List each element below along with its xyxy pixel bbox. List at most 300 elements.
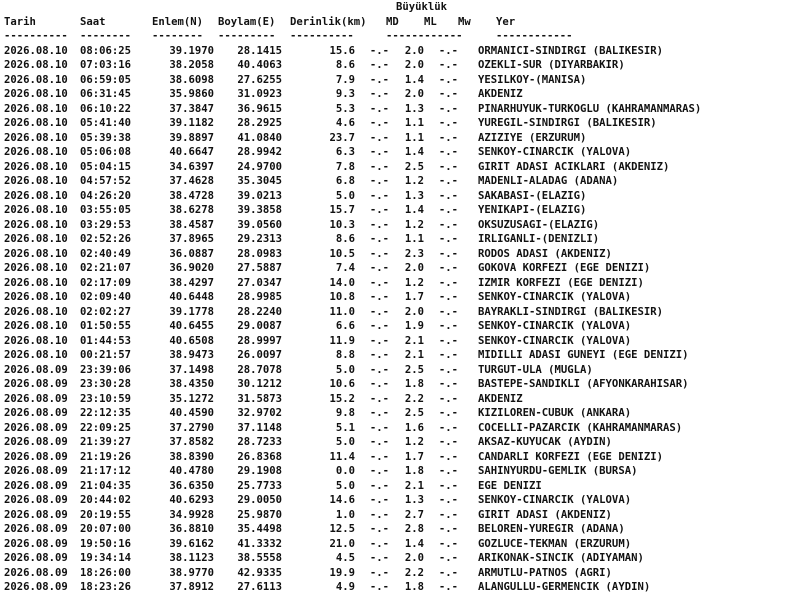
cell-longitude: 28.7233: [237, 436, 282, 448]
cell-depth: 10.8: [329, 291, 355, 303]
cell-depth: 4.6: [335, 117, 355, 129]
cell-date: 2026.08.10: [4, 146, 68, 158]
cell-md: -.-: [369, 102, 389, 115]
cell-mw: -.-: [438, 160, 458, 173]
cell-latitude: 38.4350: [169, 378, 214, 390]
cell-date: 2026.08.09: [4, 479, 68, 492]
cell-time: 02:52:26: [80, 233, 132, 245]
cell-place: SENKOY-CINARCIK (YALOVA): [478, 291, 632, 303]
column-header-date: Tarih: [4, 15, 36, 28]
cell-mw: -.-: [438, 581, 458, 593]
cell-md: -.-: [369, 73, 389, 86]
cell-time: 08:06:25: [80, 44, 132, 57]
cell-time: 19:50:16: [80, 537, 132, 550]
header-rule-latitude: --------: [152, 30, 204, 42]
cell-depth: 5.0: [335, 479, 355, 492]
cell-place: COCELLI-PAZARCIK (KAHRAMANMARAS): [478, 421, 683, 434]
cell-date: 2026.08.09: [4, 407, 68, 419]
cell-mw: -.-: [438, 450, 458, 463]
cell-place: IRLIGANLI-(DENIZLI): [478, 233, 600, 245]
earthquake-row: [4, 421, 800, 436]
cell-md: -.-: [369, 392, 389, 405]
earthquake-row: [4, 522, 800, 537]
cell-time: 01:44:53: [80, 334, 132, 347]
cell-date: 2026.08.09: [4, 494, 68, 506]
cell-depth: 8.8: [335, 349, 355, 361]
cell-longitude: 29.2313: [237, 233, 282, 245]
cell-mw: -.-: [438, 218, 458, 231]
cell-ml: 1.3: [404, 102, 424, 115]
cell-mw: -.-: [438, 88, 458, 100]
cell-date: 2026.08.10: [4, 291, 68, 303]
cell-mw: -.-: [438, 146, 458, 158]
cell-place: AKSAZ-KUYUCAK (AYDIN): [478, 436, 612, 448]
cell-latitude: 38.6278: [169, 204, 214, 216]
cell-longitude: 28.2240: [237, 305, 282, 318]
cell-mw: -.-: [438, 494, 458, 506]
cell-md: -.-: [369, 552, 389, 564]
cell-place: BAYRAKLI-SINDIRGI (BALIKESIR): [478, 305, 663, 318]
cell-ml: 2.5: [404, 407, 424, 419]
cell-depth: 7.8: [335, 160, 355, 173]
cell-latitude: 39.1182: [169, 117, 214, 129]
earthquake-row: [4, 319, 800, 334]
cell-mw: -.-: [438, 305, 458, 318]
earthquake-rows: [4, 44, 800, 595]
cell-time: 02:02:27: [80, 305, 132, 318]
earthquake-row: [4, 160, 800, 175]
cell-md: -.-: [369, 450, 389, 463]
cell-depth: 23.7: [329, 131, 355, 144]
cell-md: -.-: [369, 44, 389, 57]
cell-latitude: 37.8912: [169, 581, 214, 593]
cell-latitude: 35.1272: [169, 392, 214, 405]
cell-date: 2026.08.10: [4, 160, 68, 173]
earthquake-row: [4, 145, 800, 160]
cell-place: YENIKAPI-(ELAZIG): [478, 204, 587, 216]
cell-mw: -.-: [438, 566, 458, 579]
cell-latitude: 38.2058: [169, 59, 214, 71]
earthquake-row: [4, 276, 800, 291]
cell-date: 2026.08.10: [4, 102, 68, 115]
cell-time: 23:10:59: [80, 392, 132, 405]
cell-place: ORMANICI-SINDIRGI (BALIKESIR): [478, 44, 663, 57]
cell-place: ARMUTLU-PATNOS (AGRI): [478, 566, 612, 579]
cell-ml: 1.1: [404, 131, 424, 144]
cell-time: 20:07:00: [80, 523, 132, 535]
cell-ml: 1.7: [404, 450, 424, 463]
cell-place: AKDENIZ: [478, 392, 523, 405]
cell-longitude: 32.9702: [237, 407, 282, 419]
cell-place: SAHINYURDU-GEMLIK (BURSA): [478, 465, 638, 477]
cell-time: 05:06:08: [80, 146, 132, 158]
cell-ml: 1.2: [404, 175, 424, 187]
cell-ml: 2.0: [404, 262, 424, 274]
cell-ml: 1.3: [404, 494, 424, 506]
cell-mw: -.-: [438, 363, 458, 376]
earthquake-row: [4, 73, 800, 88]
cell-md: -.-: [369, 349, 389, 361]
cell-md: -.-: [369, 233, 389, 245]
cell-md: -.-: [369, 146, 389, 158]
cell-time: 01:50:55: [80, 320, 132, 332]
cell-mw: -.-: [438, 537, 458, 550]
header-rule-depth: ----------: [290, 30, 354, 42]
cell-longitude: 28.7078: [237, 363, 282, 376]
cell-latitude: 39.1970: [169, 44, 214, 57]
cell-ml: 2.8: [404, 523, 424, 535]
cell-md: -.-: [369, 204, 389, 216]
cell-longitude: 42.9335: [237, 566, 282, 579]
cell-mw: -.-: [438, 392, 458, 405]
cell-date: 2026.08.10: [4, 334, 68, 347]
cell-longitude: 28.9942: [237, 146, 282, 158]
cell-depth: 7.9: [335, 73, 355, 86]
header-rule-magnitude: ------------: [386, 30, 463, 42]
cell-time: 18:26:00: [80, 566, 132, 579]
earthquake-row: [4, 392, 800, 407]
cell-time: 04:26:20: [80, 189, 132, 202]
earthquake-row: [4, 464, 800, 479]
cell-depth: 5.0: [335, 363, 355, 376]
column-header-latitude: Enlem(N): [152, 15, 204, 28]
cell-time: 03:55:05: [80, 204, 132, 216]
cell-place: OZEKLI-SUR (DIYARBAKIR): [478, 59, 625, 71]
cell-place: SENKOY-CINARCIK (YALOVA): [478, 494, 632, 506]
cell-latitude: 38.1123: [169, 552, 214, 564]
cell-mw: -.-: [438, 479, 458, 492]
cell-time: 20:44:02: [80, 494, 132, 506]
cell-ml: 1.1: [404, 117, 424, 129]
cell-md: -.-: [369, 131, 389, 144]
cell-date: 2026.08.10: [4, 175, 68, 187]
cell-mw: -.-: [438, 175, 458, 187]
cell-ml: 1.6: [404, 421, 424, 434]
cell-time: 04:57:52: [80, 175, 132, 187]
cell-place: IZMIR KORFEZI (EGE DENIZI): [478, 276, 644, 289]
earthquake-row: [4, 435, 800, 450]
cell-date: 2026.08.10: [4, 88, 68, 100]
cell-latitude: 40.6647: [169, 146, 214, 158]
cell-time: 05:39:38: [80, 131, 132, 144]
cell-time: 20:19:55: [80, 508, 132, 521]
cell-md: -.-: [369, 436, 389, 448]
cell-latitude: 37.3847: [169, 102, 214, 115]
cell-place: ARIKONAK-SINCIK (ADIYAMAN): [478, 552, 644, 564]
cell-date: 2026.08.09: [4, 523, 68, 535]
cell-latitude: 39.6162: [169, 537, 214, 550]
cell-place: AKDENIZ: [478, 88, 523, 100]
cell-longitude: 35.4498: [237, 523, 282, 535]
cell-longitude: 27.5887: [237, 262, 282, 274]
cell-mw: -.-: [438, 552, 458, 564]
cell-time: 02:21:07: [80, 262, 132, 274]
cell-mw: -.-: [438, 291, 458, 303]
cell-latitude: 38.6098: [169, 73, 214, 86]
column-header-place: Yer: [496, 15, 516, 28]
cell-longitude: 27.0347: [237, 276, 282, 289]
earthquake-row: [4, 377, 800, 392]
cell-longitude: 37.1148: [237, 421, 282, 434]
cell-latitude: 39.1778: [169, 305, 214, 318]
cell-depth: 15.7: [329, 204, 355, 216]
cell-md: -.-: [369, 378, 389, 390]
cell-longitude: 26.8368: [237, 450, 282, 463]
earthquake-row: [4, 406, 800, 421]
cell-md: -.-: [369, 262, 389, 274]
cell-date: 2026.08.10: [4, 131, 68, 144]
cell-longitude: 40.4063: [237, 59, 282, 71]
cell-depth: 11.4: [329, 450, 355, 463]
cell-depth: 9.8: [335, 407, 355, 419]
cell-date: 2026.08.10: [4, 349, 68, 361]
cell-longitude: 28.9997: [237, 334, 282, 347]
cell-longitude: 29.0087: [237, 320, 282, 332]
cell-longitude: 25.9870: [237, 508, 282, 521]
cell-latitude: 40.6293: [169, 494, 214, 506]
cell-longitude: 24.9700: [237, 160, 282, 173]
cell-depth: 10.3: [329, 218, 355, 231]
cell-date: 2026.08.10: [4, 59, 68, 71]
cell-latitude: 38.8390: [169, 450, 214, 463]
cell-date: 2026.08.10: [4, 262, 68, 274]
earthquake-row: [4, 247, 800, 262]
cell-date: 2026.08.10: [4, 73, 68, 86]
cell-time: 21:04:35: [80, 479, 132, 492]
cell-place: CANDARLI KORFEZI (EGE DENIZI): [478, 450, 663, 463]
cell-depth: 6.3: [335, 146, 355, 158]
cell-depth: 5.0: [335, 436, 355, 448]
cell-latitude: 36.9020: [169, 262, 214, 274]
cell-time: 06:31:45: [80, 88, 132, 100]
earthquake-row: [4, 479, 800, 494]
cell-date: 2026.08.09: [4, 450, 68, 463]
column-header-time: Saat: [80, 15, 106, 28]
cell-place: RODOS ADASI (AKDENIZ): [478, 247, 612, 260]
cell-time: 21:17:12: [80, 465, 132, 477]
cell-date: 2026.08.09: [4, 378, 68, 390]
cell-md: -.-: [369, 189, 389, 202]
cell-place: SENKOY-CINARCIK (YALOVA): [478, 320, 632, 332]
cell-latitude: 40.4780: [169, 465, 214, 477]
cell-md: -.-: [369, 320, 389, 332]
header-rule-time: --------: [80, 30, 132, 42]
cell-depth: 11.0: [329, 305, 355, 318]
earthquake-row: [4, 131, 800, 146]
earthquake-row: [4, 189, 800, 204]
cell-date: 2026.08.09: [4, 392, 68, 405]
cell-md: -.-: [369, 334, 389, 347]
cell-time: 18:23:26: [80, 581, 132, 593]
cell-longitude: 41.3332: [237, 537, 282, 550]
cell-longitude: 35.3045: [237, 175, 282, 187]
cell-depth: 10.6: [329, 378, 355, 390]
cell-ml: 2.0: [404, 305, 424, 318]
cell-latitude: 37.8965: [169, 233, 214, 245]
earthquake-row: [4, 232, 800, 247]
cell-depth: 6.8: [335, 175, 355, 187]
cell-time: 02:09:40: [80, 291, 132, 303]
cell-depth: 4.9: [335, 581, 355, 593]
cell-ml: 2.0: [404, 44, 424, 57]
cell-depth: 6.6: [335, 320, 355, 332]
column-header-row: [4, 15, 800, 30]
cell-latitude: 37.4628: [169, 175, 214, 187]
cell-time: 02:40:49: [80, 247, 132, 260]
cell-longitude: 30.1212: [237, 378, 282, 390]
cell-mw: -.-: [438, 465, 458, 477]
cell-time: 03:29:53: [80, 218, 132, 231]
cell-date: 2026.08.09: [4, 363, 68, 376]
cell-latitude: 37.1498: [169, 363, 214, 376]
cell-place: SENKOY-CINARCIK (YALOVA): [478, 334, 632, 347]
cell-ml: 2.2: [404, 392, 424, 405]
cell-date: 2026.08.10: [4, 276, 68, 289]
cell-latitude: 40.4590: [169, 407, 214, 419]
cell-place: GIRIT ADASI ACIKLARI (AKDENIZ): [478, 160, 670, 173]
cell-md: -.-: [369, 218, 389, 231]
cell-date: 2026.08.10: [4, 44, 68, 57]
cell-md: -.-: [369, 88, 389, 100]
earthquake-row: [4, 174, 800, 189]
cell-ml: 1.8: [404, 465, 424, 477]
earthquake-row: [4, 537, 800, 552]
cell-latitude: 38.4728: [169, 189, 214, 202]
cell-depth: 4.5: [335, 552, 355, 564]
column-header-mw: Mw: [458, 15, 471, 28]
cell-ml: 2.1: [404, 479, 424, 492]
cell-time: 23:30:28: [80, 378, 132, 390]
cell-md: -.-: [369, 494, 389, 506]
cell-longitude: 25.7733: [237, 479, 282, 492]
cell-time: 22:09:25: [80, 421, 132, 434]
cell-mw: -.-: [438, 407, 458, 419]
cell-place: EGE DENIZI: [478, 479, 542, 492]
cell-latitude: 34.6397: [169, 160, 214, 173]
earthquake-row: [4, 87, 800, 102]
cell-place: BELOREN-YUREGIR (ADANA): [478, 523, 625, 535]
cell-time: 21:19:26: [80, 450, 132, 463]
earthquake-row: [4, 348, 800, 363]
cell-ml: 1.1: [404, 233, 424, 245]
cell-ml: 1.4: [404, 537, 424, 550]
cell-latitude: 36.8810: [169, 523, 214, 535]
cell-place: PINARHUYUK-TURKOGLU (KAHRAMANMARAS): [478, 102, 702, 115]
earthquake-row: [4, 58, 800, 73]
cell-mw: -.-: [438, 204, 458, 216]
cell-mw: -.-: [438, 378, 458, 390]
cell-latitude: 39.8897: [169, 131, 214, 144]
cell-mw: -.-: [438, 189, 458, 202]
cell-longitude: 28.9985: [237, 291, 282, 303]
cell-date: 2026.08.09: [4, 552, 68, 564]
earthquake-row: [4, 203, 800, 218]
cell-md: -.-: [369, 421, 389, 434]
cell-date: 2026.08.10: [4, 204, 68, 216]
cell-longitude: 28.1415: [237, 44, 282, 57]
earthquake-row: [4, 334, 800, 349]
cell-ml: 1.4: [404, 146, 424, 158]
cell-date: 2026.08.10: [4, 305, 68, 318]
earthquake-row: [4, 566, 800, 581]
cell-depth: 1.0: [335, 508, 355, 521]
cell-md: -.-: [369, 291, 389, 303]
cell-place: YUREGIL-SINDIRGI (BALIKESIR): [478, 117, 657, 129]
cell-place: GOKOVA KORFEZI (EGE DENIZI): [478, 262, 651, 274]
cell-longitude: 39.3858: [237, 204, 282, 216]
cell-mw: -.-: [438, 436, 458, 448]
cell-latitude: 40.6448: [169, 291, 214, 303]
earthquake-row: [4, 290, 800, 305]
cell-depth: 7.4: [335, 262, 355, 274]
cell-place: ALANGULLU-GERMENCIK (AYDIN): [478, 581, 651, 593]
cell-md: -.-: [369, 479, 389, 492]
cell-longitude: 27.6113: [237, 581, 282, 593]
cell-date: 2026.08.10: [4, 189, 68, 202]
cell-latitude: 36.0887: [169, 247, 214, 260]
cell-mw: -.-: [438, 421, 458, 434]
cell-ml: 1.4: [404, 204, 424, 216]
cell-place: TURGUT-ULA (MUGLA): [478, 363, 593, 376]
cell-ml: 2.0: [404, 552, 424, 564]
cell-longitude: 39.0560: [237, 218, 282, 231]
cell-place: SENKOY-CINARCIK (YALOVA): [478, 146, 632, 158]
cell-time: 21:39:27: [80, 436, 132, 448]
cell-place: BASTEPE-SANDIKLI (AFYONKARAHISAR): [478, 378, 689, 390]
cell-longitude: 26.0097: [237, 349, 282, 361]
cell-date: 2026.08.10: [4, 117, 68, 129]
cell-depth: 9.3: [335, 88, 355, 100]
cell-time: 02:17:09: [80, 276, 132, 289]
cell-depth: 8.6: [335, 59, 355, 71]
cell-time: 22:12:35: [80, 407, 132, 419]
cell-ml: 2.5: [404, 363, 424, 376]
cell-latitude: 38.4587: [169, 218, 214, 231]
cell-place: SAKABASI-(ELAZIG): [478, 189, 587, 202]
cell-time: 06:10:22: [80, 102, 132, 115]
column-header-longitude: Boylam(E): [218, 15, 276, 28]
cell-ml: 2.1: [404, 334, 424, 347]
cell-md: -.-: [369, 247, 389, 260]
cell-latitude: 36.6350: [169, 479, 214, 492]
cell-mw: -.-: [438, 262, 458, 274]
magnitude-group-label: Büyüklük: [396, 1, 448, 13]
cell-time: 19:34:14: [80, 552, 132, 564]
cell-ml: 2.1: [404, 349, 424, 361]
cell-depth: 0.0: [335, 465, 355, 477]
cell-mw: -.-: [438, 247, 458, 260]
cell-mw: -.-: [438, 102, 458, 115]
cell-depth: 11.9: [329, 334, 355, 347]
cell-mw: -.-: [438, 73, 458, 86]
cell-place: MIDILLI ADASI GUNEYI (EGE DENIZI): [478, 349, 689, 361]
cell-md: -.-: [369, 537, 389, 550]
earthquake-row: [4, 493, 800, 508]
header-rule-row: [4, 29, 800, 44]
earthquake-row: [4, 580, 800, 595]
earthquake-row: [4, 363, 800, 378]
cell-longitude: 36.9615: [237, 102, 282, 115]
cell-time: 07:03:16: [80, 59, 132, 71]
cell-depth: 8.6: [335, 233, 355, 245]
cell-depth: 12.5: [329, 523, 355, 535]
cell-latitude: 37.2790: [169, 421, 214, 434]
cell-longitude: 28.0983: [237, 247, 282, 260]
cell-place: MADENLI-ALADAG (ADANA): [478, 175, 619, 187]
cell-md: -.-: [369, 276, 389, 289]
cell-md: -.-: [369, 465, 389, 477]
cell-date: 2026.08.09: [4, 465, 68, 477]
